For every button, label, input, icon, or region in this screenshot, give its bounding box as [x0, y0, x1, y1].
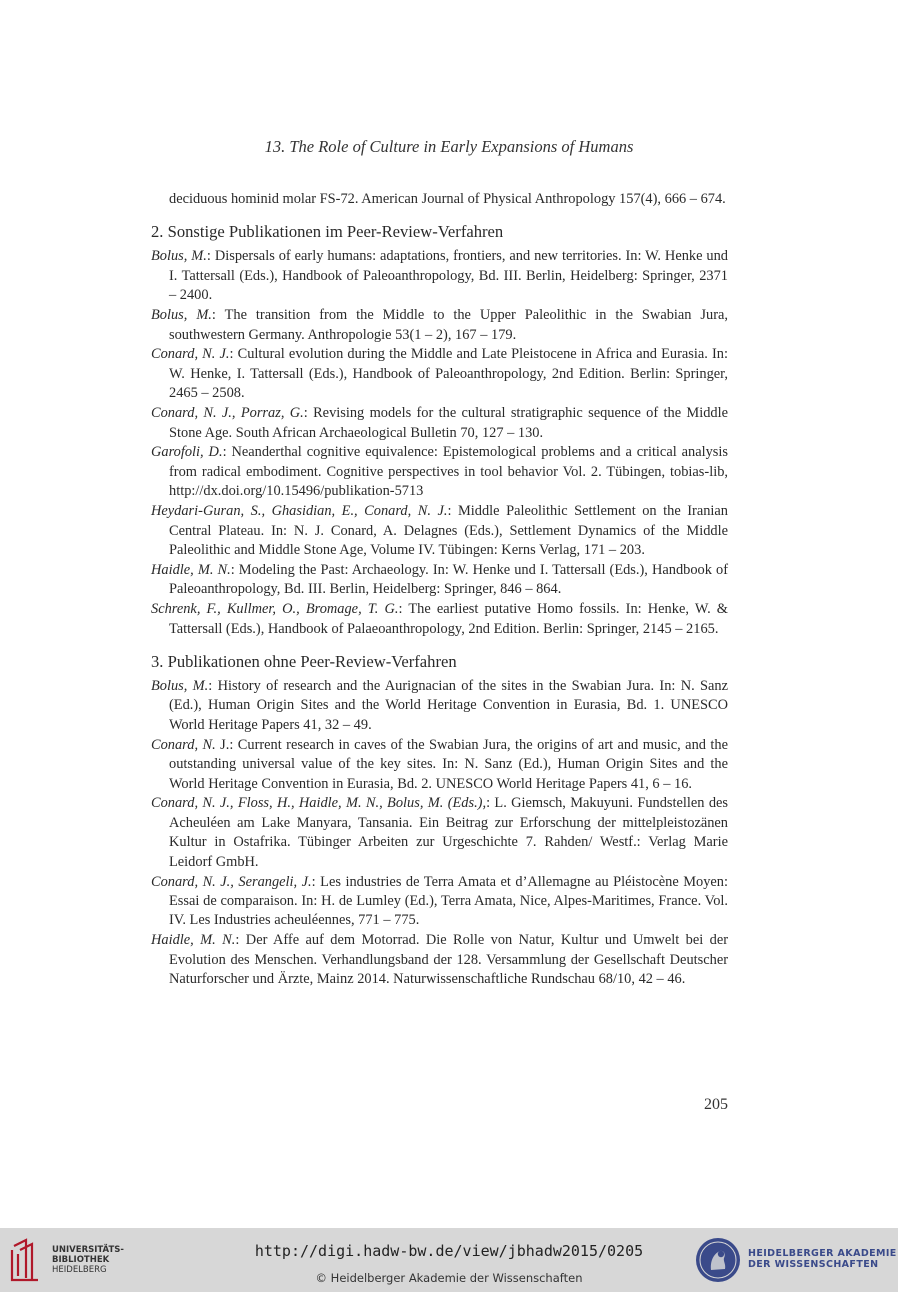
bib-text: : History of research and the Aurignacian of the sites in the Swabian Jura. In: N. Sanz (Ed.), Human Origin Sites and the World Heritage Convention in Eurasia, Bd. 1. UNESCO World Heritage Papers 41, 32 – 49. — [169, 678, 728, 733]
bib-entry — [151, 677, 728, 735]
academy-name — [748, 1248, 897, 1270]
bib-text: : Cultural evolution during the Middle and Late Pleistocene in Africa and Eurasia. In: W. Henke, I. Tattersall (Eds.), Handbook of Paleoanthropology, 2nd Edition. Berlin: Springer, 2465 – 2508. — [169, 346, 728, 402]
library-line: HEIDELBERG — [52, 1265, 107, 1275]
library-line: UNIVERSITÄTS- — [52, 1245, 124, 1255]
bib-text: : Modeling the Past: Archaeology. In: W. Henke und I. Tattersall (Eds.), Handbook of Paleoanthropology, Bd. III. Berlin, Heidelberg: Springer, 846 – 864. — [169, 561, 728, 598]
bib-author: Bolus, M. — [151, 678, 209, 695]
bib-text: J.: Current research in caves of the Swabian Jura, the origins of art and music, and the outstanding universal value of the key sites. In: N. Sanz (Ed.), Human Origin Sites and the World Heritage Convention in Eurasia, Bd. 2. UNESCO World Heritage Papers 41, 6 – 16. — [169, 736, 728, 792]
bib-entry — [151, 600, 728, 639]
bib-entry — [151, 345, 728, 403]
bib-text: : Neanderthal cognitive equivalence: Epistemological problems and a critical analysis from radical embodiment. Cognitive perspectives in tool behavior Vol. 2. Tübingen, tobias-lib, http://dx.doi.org/10.15496/publikation-5713 — [169, 444, 728, 500]
bib-entry — [151, 443, 728, 501]
bib-entry — [151, 873, 728, 931]
bib-text: : The transition from the Middle to the Upper Paleolithic in the Swabian Jura, southwestern Germany. Anthropologie 53(1 – 2), 167 – 179. — [169, 307, 729, 343]
bib-entry — [151, 931, 728, 989]
bib-text: : Middle Paleolithic Settlement on the Iranian Central Plateau. In: N. J. Conard, A. Delagnes (Eds.), Settlement Dynamics of the Middle Paleolithic and Middle Stone Age, Volume IV. Tübingen: Kerns Verlag, 171 – 203. — [169, 503, 728, 558]
section-peer-review-list — [151, 247, 728, 639]
continued-entry: deciduous hominid molar FS-72. American Journal of Physical Anthropology 157(4), 666 – 674. — [169, 191, 726, 207]
bib-text: : Les industries de Terra Amata et d’Allemagne au Pléistocène Moyen: Essai de comparaison. In: H. de Lumley (Ed.), Terra Amata, Nice, Alpes-Maritimes, France. Vol. IV. Les Industries acheuléennes, 771 – 775. — [169, 873, 728, 929]
bib-author: Conard, N. J. — [151, 346, 230, 363]
bib-text: : Revising models for the cultural stratigraphic sequence of the Middle Stone Age. South African Archaeological Bulletin 70, 127 – 130. — [169, 405, 728, 441]
bib-text: : The earliest putative Homo fossils. In: Henke, W. & Tattersall (Eds.), Handbook of Palaeoanthropology, 2nd Edition. Berlin: Springer, 2145 – 2165. — [169, 601, 729, 637]
bib-text: : Der Affe auf dem Motorrad. Die Rolle von Natur, Kultur und Umwelt bei der Evolution des Menschen. Verhandlungsband der 128. Versammlung der Gesellschaft Deutscher Naturforscher und Ärzte, Mainz 2014. Naturwissenschaftliche Rundschau 68/10, 42 – 46. — [169, 932, 728, 988]
bib-entry — [151, 404, 728, 443]
bib-author: Bolus, M. — [151, 307, 212, 324]
bib-author: Conard, N. J., Serangeli, J. — [151, 873, 312, 890]
bib-entry — [151, 306, 728, 345]
bib-author: Heydari-Guran, S., Ghasidian, E., Conard, N. J. — [151, 503, 448, 520]
running-head: 13. The Role of Culture in Early Expansions of Humans — [264, 137, 634, 156]
bib-author: Garofoli, D. — [151, 444, 223, 461]
bib-text: : L. Giemsch, Makuyuni. Fundstellen des Acheuléen am Lake Manyara, Tansania. Ein Beitrag zur Erforschung der mittelpleistozänen Kultur in Ostafrika. Tübinger Arbeiten zur Urgeschichte 7. Rahden/ Westf.: Verlag Marie Leidorf GmbH. — [169, 795, 729, 870]
bib-entry — [151, 561, 728, 600]
viewer-footer — [0, 1228, 898, 1292]
bib-author: Conard, N. J., Porraz, G. — [151, 405, 304, 422]
academy-seal-icon[interactable] — [694, 1236, 742, 1284]
permalink-url[interactable]: http://digi.hadw-bw.de/view/jbhadw2015/0205 — [254, 1242, 644, 1260]
bib-author: Conard, N. J., Floss, H., Haidle, M. N., Bolus, M. (Eds.), — [151, 795, 487, 812]
bib-entry — [151, 502, 728, 560]
section-heading-no-peer-review: 3. Publikationen ohne Peer-Review-Verfahren — [151, 652, 457, 672]
academy-line: HEIDELBERGER AKADEMIE — [748, 1248, 897, 1259]
section-no-peer-review-list — [151, 677, 728, 990]
bib-author: Conard, N. — [151, 736, 216, 753]
copyright-notice: © Heidelberger Akademie der Wissenschaften — [315, 1271, 583, 1285]
bib-entry — [151, 794, 728, 872]
library-line: BIBLIOTHEK — [52, 1255, 110, 1265]
bibliography — [151, 190, 728, 990]
bib-author: Haidle, M. N. — [151, 932, 236, 949]
bib-entry — [151, 736, 728, 794]
bib-author: Bolus, M. — [151, 248, 207, 265]
page-number: 205 — [704, 1096, 728, 1113]
bib-author: Haidle, M. N. — [151, 561, 231, 578]
bib-author: Schrenk, F., Kullmer, O., Bromage, T. G. — [151, 601, 399, 618]
section-heading-peer-review: 2. Sonstige Publikationen im Peer-Review-Verfahren — [151, 222, 504, 242]
bib-entry — [151, 247, 728, 305]
bib-text: : Dispersals of early humans: adaptations, frontiers, and new territories. In: W. Henke und I. Tattersall (Eds.), Handbook of Paleoanthropology, Bd. III. Berlin, Heidelberg: Springer, 2371 – 2400. — [169, 248, 729, 304]
academy-line: DER WISSENSCHAFTEN — [748, 1259, 879, 1270]
